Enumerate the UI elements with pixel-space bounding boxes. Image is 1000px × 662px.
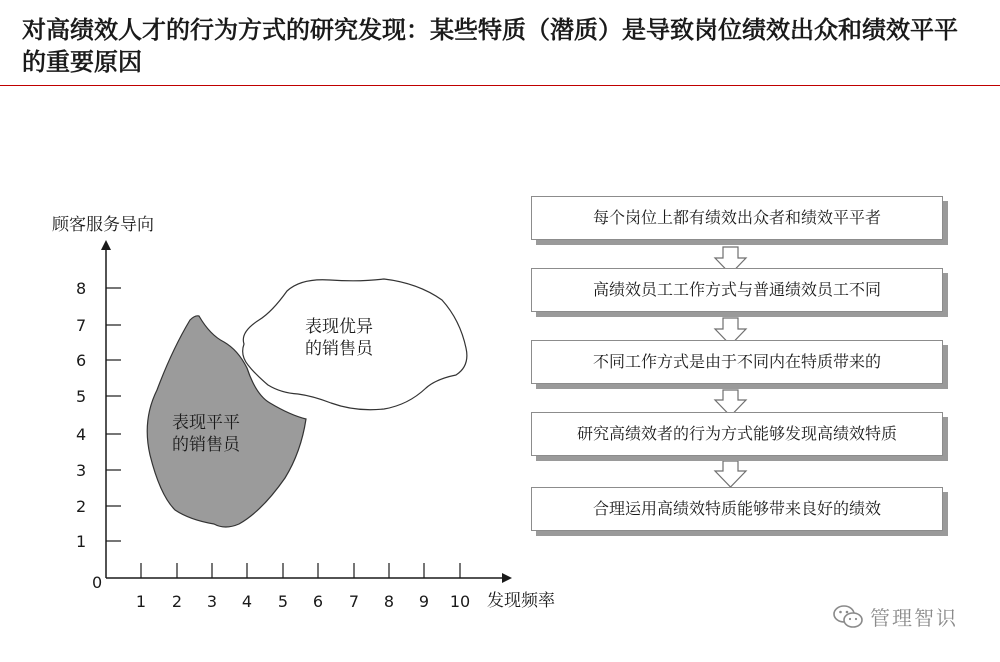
x-axis-arrow [502,573,512,583]
x-tick-label: 10 [449,592,471,611]
flow-step-4: 研究高绩效者的行为方式能够发现高绩效特质 [531,412,943,456]
x-tick-label: 9 [418,592,430,611]
page-title: 对高绩效人才的行为方式的研究发现：某些特质（潜质）是导致岗位绩效出众和绩效平平的重要原因 [22,16,958,76]
y-ticks [106,288,121,541]
x-tick-label: 8 [383,592,395,611]
y-tick-label: 6 [76,351,87,370]
x-tick-label: 5 [277,592,289,611]
y-tick-label: 8 [76,279,87,298]
y-tick-label: 1 [76,532,87,551]
flow-step-5: 合理运用高绩效特质能够带来良好的绩效 [531,487,943,531]
flow-step-3: 不同工作方式是由于不同内在特质带来的 [531,340,943,384]
x-axis-label: 发现频率 [487,591,555,611]
flow-step-1: 每个岗位上都有绩效出众者和绩效平平者 [531,196,943,240]
average-region-label-line1: 表现平平 [172,413,240,433]
watermark-text: 管理智识 [870,606,958,630]
flow-step-2: 高绩效员工工作方式与普通绩效员工不同 [531,268,943,312]
x-tick-label: 2 [171,592,183,611]
y-axis-arrow [101,240,111,250]
watermark [832,602,958,631]
x-tick-label: 6 [312,592,324,611]
y-tick-label: 5 [76,387,87,406]
x-tick-label: 7 [348,592,360,611]
y-tick-label: 2 [76,497,87,516]
outstanding-region-label [305,316,373,360]
wechat-icon [832,603,864,631]
x-tick-label: 3 [206,592,218,611]
x-ticks [141,563,460,578]
outstanding-region-label-line1: 表现优异 [305,317,373,337]
x-tick-label: 4 [241,592,253,611]
x-tick-label: 1 [135,592,147,611]
average-region-label-line2: 的销售员 [172,435,240,455]
y-tick-label: 7 [76,316,87,335]
y-axis-label: 顾客服务导向 [52,215,154,235]
outstanding-region-label-line2: 的销售员 [305,339,373,359]
y-tick-label: 4 [76,425,87,444]
down-arrow-icon [715,461,746,487]
average-region-label [172,412,240,456]
y-tick-label: 3 [76,461,87,480]
origin-label: 0 [92,573,103,592]
